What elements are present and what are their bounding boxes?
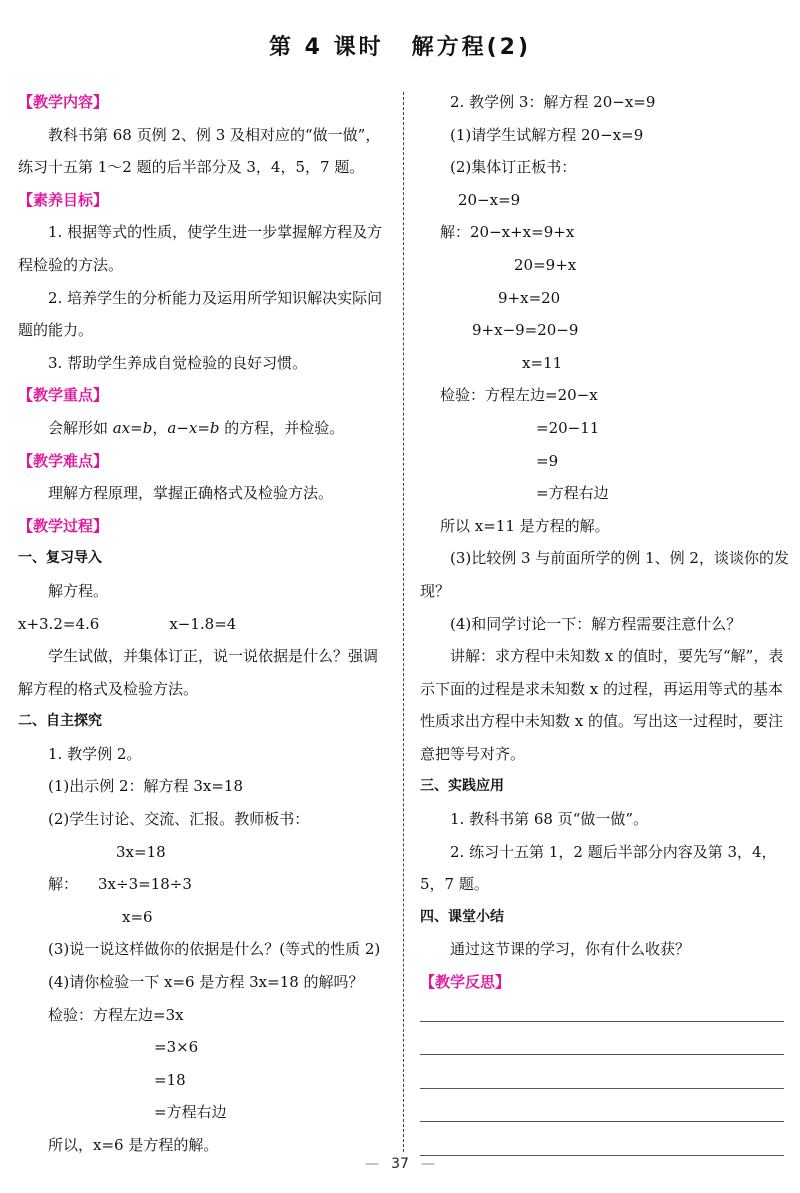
- board-line: 解：20−x+x=9+x: [440, 223, 575, 242]
- difficulties-heading: 【教学难点】: [18, 451, 109, 470]
- writing-line: [420, 1122, 784, 1156]
- summary-section-heading: 四、课堂小结: [420, 908, 504, 925]
- writing-line: [420, 999, 784, 1022]
- lesson-number: 第 4 课时: [268, 35, 384, 60]
- example-title: 2. 教学例 3：解方程 20−x=9: [450, 93, 656, 111]
- board-line: 9+x−9=20−9: [472, 321, 579, 340]
- goal-item: 3. 帮助学生养成自觉检验的良好习惯。: [48, 353, 308, 372]
- check-line: 检验：方程左边=3x: [48, 1005, 184, 1024]
- example-title: 1. 教学例 2。: [48, 744, 142, 763]
- board-line: 20=9+x: [514, 255, 577, 274]
- summary-text: 通过这节课的学习，你有什么收获？: [450, 940, 691, 959]
- check-line: 检验：方程左边=20−x: [440, 386, 598, 405]
- explore-section-heading: 二、自主探究: [18, 713, 102, 730]
- example-step: (4)请你检验一下 x=6 是方程 3x=18 的解吗？: [48, 973, 364, 992]
- example-conclusion: 所以 x=11 是方程的解。: [440, 516, 610, 535]
- process-heading: 【教学过程】: [18, 516, 109, 535]
- check-line: =方程右边: [154, 1103, 227, 1122]
- lesson-topic: 解方程(2): [411, 35, 532, 60]
- board-line: 20−x=9: [458, 190, 521, 209]
- key-points-text: 会解形如 ax=b，a−x=b 的方程，并检验。: [48, 418, 345, 437]
- example-step: (2)集体订正板书：: [450, 158, 577, 177]
- check-line: =方程右边: [536, 484, 609, 503]
- left-column: [18, 86, 390, 1162]
- check-line: =20−11: [536, 418, 600, 437]
- writing-line: [420, 1055, 784, 1089]
- reflection-heading: 【教学反思】: [420, 973, 511, 992]
- board-line: x=11: [522, 353, 563, 372]
- goals-heading: 【素养目标】: [18, 190, 109, 209]
- example-step: (1)请学生试解方程 20−x=9: [450, 125, 644, 144]
- equation: x+3.2=4.6: [18, 614, 100, 633]
- goal-item: 1. 根据等式的性质，使学生进一步掌握解方程及方程检验的方法。: [18, 223, 383, 274]
- review-intro: 解方程。: [48, 581, 109, 600]
- check-line: =3×6: [154, 1038, 199, 1057]
- example-step: (2)学生讨论、交流、汇报。教师板书：: [48, 810, 310, 829]
- key-points-heading: 【教学重点】: [18, 386, 109, 405]
- review-equations: [18, 608, 390, 641]
- explanation-text: 讲解：求方程中未知数 x 的值时，要先写“解”，表示下面的过程是求未知数 x 的过程，再运用等式的基本性质求出方程中未知数 x 的值。写出这一过程时，要注意把等号对齐。: [420, 647, 784, 763]
- page-number: — 37 —: [365, 1156, 435, 1172]
- teaching-content-text: 教科书第 68 页例 2、例 3 及相对应的“做一做”，练习十五第 1～2 题的后半部分及 3，4，5，7 题。: [18, 125, 381, 177]
- example-conclusion: 所以，x=6 是方程的解。: [48, 1136, 219, 1154]
- equation: a−x=b: [167, 418, 220, 437]
- example-step: (4)和同学讨论一下：解方程需要注意什么？: [450, 614, 742, 633]
- board-line: x=6: [122, 907, 153, 926]
- difficulties-text: 理解方程原理，掌握正确格式及检验方法。: [48, 484, 334, 503]
- right-column: [420, 86, 790, 1156]
- review-section-heading: 一、复习导入: [18, 550, 102, 567]
- check-line: =9: [536, 451, 559, 470]
- practice-item: 1. 教科书第 68 页“做一做”。: [450, 810, 649, 829]
- column-divider: [403, 92, 404, 1152]
- example-step: (3)比较例 3 与前面所学的例 1、例 2，谈谈你的发现？: [420, 549, 789, 600]
- writing-line: [420, 1089, 784, 1123]
- board-line: 9+x=20: [498, 288, 561, 307]
- practice-item: 2. 练习十五第 1，2 题后半部分内容及第 3，4，5，7 题。: [420, 842, 777, 894]
- teaching-content-heading: 【教学内容】: [18, 93, 109, 111]
- example-step: (1)出示例 2：解方程 3x=18: [48, 777, 243, 796]
- check-line: =18: [154, 1070, 186, 1089]
- board-line: 解： 3x÷3=18÷3: [48, 875, 192, 894]
- page-title: [0, 30, 800, 61]
- equation: ax=b: [112, 418, 153, 437]
- practice-section-heading: 三、实践应用: [420, 778, 504, 795]
- equation: x−1.8=4: [169, 614, 237, 633]
- review-text: 学生试做，并集体订正，说一说依据是什么？强调解方程的格式及检验方法。: [18, 647, 379, 698]
- writing-line: [420, 1022, 784, 1056]
- reflection-writing-area: [420, 999, 790, 1156]
- goal-item: 2. 培养学生的分析能力及运用所学知识解决实际问题的能力。: [18, 288, 383, 340]
- example-step: (3)说一说这样做你的依据是什么？(等式的性质 2): [48, 940, 381, 959]
- board-line: 3x=18: [116, 842, 166, 861]
